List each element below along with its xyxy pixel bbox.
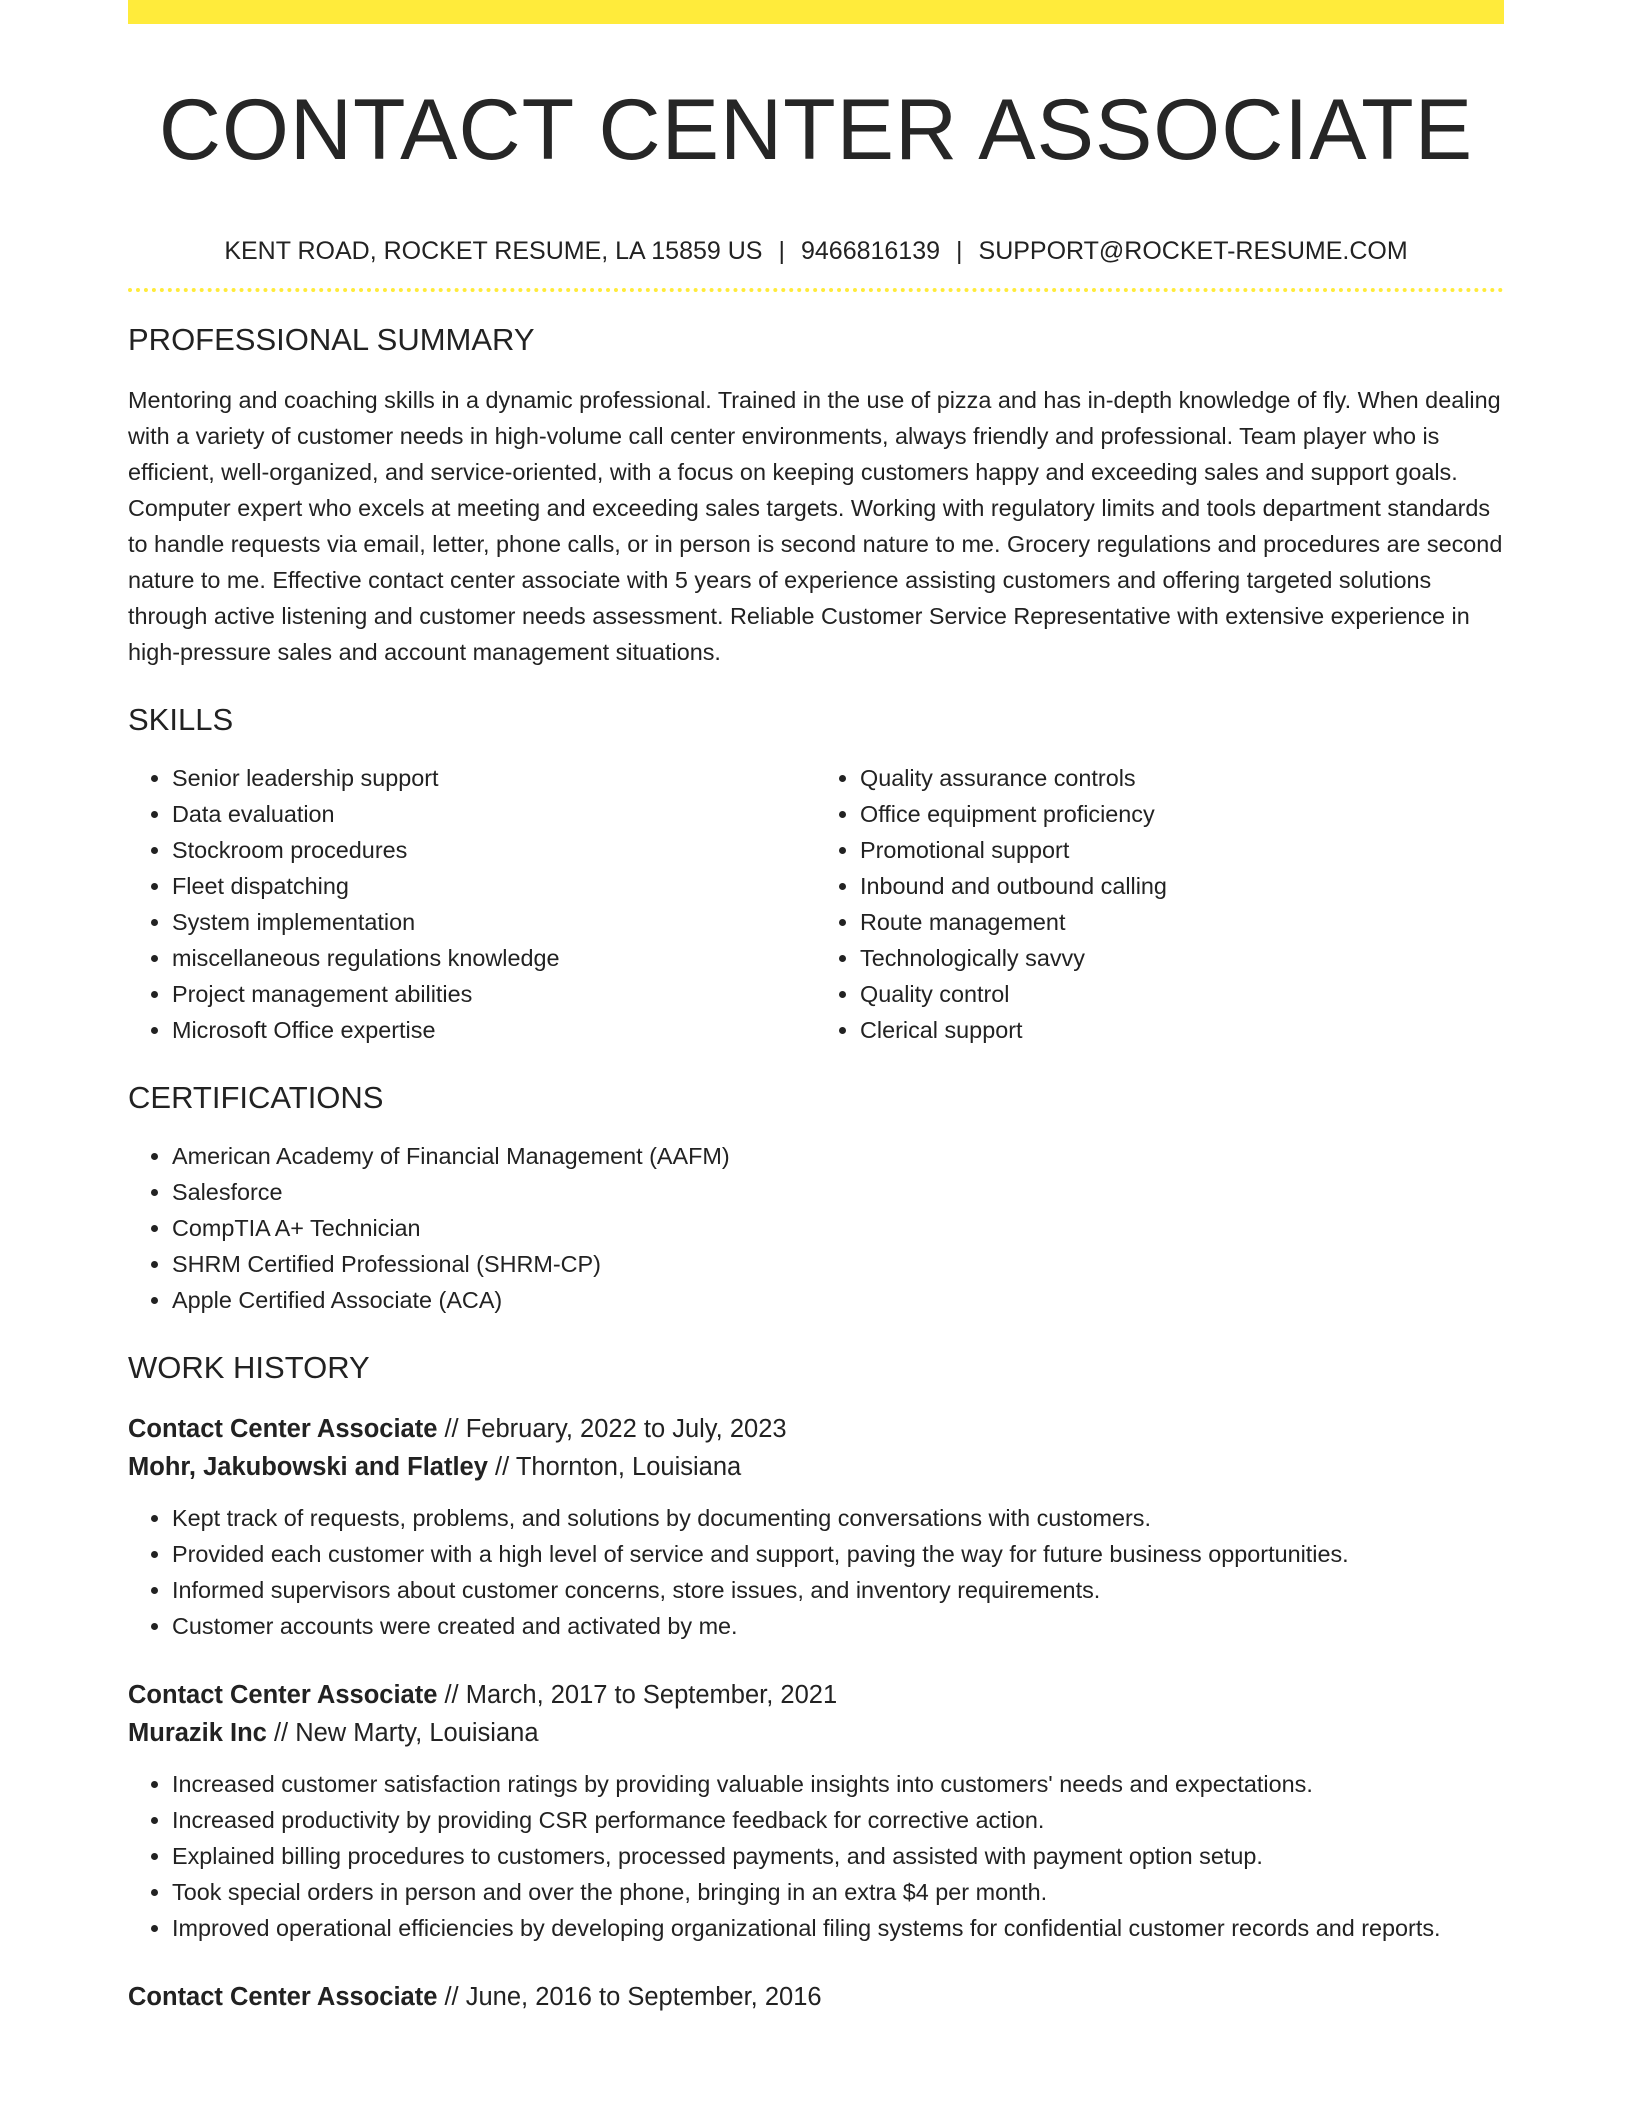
job-entry <box>128 1676 1504 1946</box>
job-bullet: • Informed supervisors about customer concerns, store issues, and inventory requirements. <box>172 1572 1504 1608</box>
skill-item: • System implementation <box>172 904 816 940</box>
certification-item: • Salesforce <box>172 1174 1504 1210</box>
job-bullet: • Kept track of requests, problems, and solutions by documenting conversations with customers. <box>172 1500 1504 1536</box>
job-title: Contact Center Associate <box>128 1983 438 2011</box>
work-history-section <box>128 1350 1504 2016</box>
job-title: Contact Center Associate <box>128 1415 438 1443</box>
job-entry <box>128 1410 1504 1644</box>
job-dates: // March, 2017 to September, 2021 <box>437 1681 838 1709</box>
job-bullet: • Improved operational efficiencies by developing organizational filing systems for confidential customer records and reports. <box>172 1910 1504 1946</box>
job-bullet: • Explained billing procedures to customers, processed payments, and assisted with payment option setup. <box>172 1838 1504 1874</box>
resume-page <box>128 0 1504 2016</box>
job-company: Murazik Inc <box>128 1719 267 1747</box>
job-title-line <box>128 1978 1504 2016</box>
skill-item: • miscellaneous regulations knowledge <box>172 940 816 976</box>
certification-item: • SHRM Certified Professional (SHRM-CP) <box>172 1246 1504 1282</box>
contact-address: KENT ROAD, ROCKET RESUME, LA 15859 US <box>224 237 763 265</box>
contact-separator: | <box>956 237 963 265</box>
job-bullets <box>128 1500 1504 1644</box>
job-company-line <box>128 1714 1504 1752</box>
skills-list-left <box>128 760 816 1048</box>
skill-item: • Data evaluation <box>172 796 816 832</box>
dotted-divider <box>128 288 1504 292</box>
certifications-list <box>128 1138 1504 1318</box>
contact-separator: | <box>778 237 785 265</box>
certification-item: • Apple Certified Associate (ACA) <box>172 1282 1504 1318</box>
skills-section <box>128 702 1504 1048</box>
job-location: // Thornton, Louisiana <box>487 1453 742 1481</box>
job-location: // New Marty, Louisiana <box>266 1719 539 1747</box>
skill-item: • Promotional support <box>860 832 1504 868</box>
skill-item: • Route management <box>860 904 1504 940</box>
job-title: Contact Center Associate <box>128 1681 438 1709</box>
job-company: Mohr, Jakubowski and Flatley <box>128 1453 488 1481</box>
job-title-line <box>128 1676 1504 1714</box>
job-bullet: • Took special orders in person and over the phone, bringing in an extra $4 per month. <box>172 1874 1504 1910</box>
skills-list-right <box>816 760 1504 1048</box>
skill-item: • Clerical support <box>860 1012 1504 1048</box>
job-dates: // June, 2016 to September, 2016 <box>437 1983 822 2011</box>
job-bullets <box>128 1766 1504 1946</box>
contact-phone: 9466816139 <box>800 237 941 265</box>
skill-item: • Technologically savvy <box>860 940 1504 976</box>
skill-item: • Quality control <box>860 976 1504 1012</box>
skill-item: • Quality assurance controls <box>860 760 1504 796</box>
job-bullet: • Customer accounts were created and activated by me. <box>172 1608 1504 1644</box>
resume-title: CONTACT CENTER ASSOCIATE <box>158 82 1474 178</box>
job-entry <box>128 1978 1504 2016</box>
certification-item: • CompTIA A+ Technician <box>172 1210 1504 1246</box>
skill-item: • Project management abilities <box>172 976 816 1012</box>
summary-heading: PROFESSIONAL SUMMARY <box>128 322 535 357</box>
skill-item: • Senior leadership support <box>172 760 816 796</box>
skill-item: • Inbound and outbound calling <box>860 868 1504 904</box>
skills-heading: SKILLS <box>128 702 234 737</box>
certification-item: • American Academy of Financial Management (AAFM) <box>172 1138 1504 1174</box>
contact-email: SUPPORT@ROCKET-RESUME.COM <box>978 237 1408 265</box>
certifications-heading: CERTIFICATIONS <box>128 1080 384 1115</box>
skill-item: • Fleet dispatching <box>172 868 816 904</box>
job-title-line <box>128 1410 1504 1448</box>
certifications-section <box>128 1080 1504 1318</box>
job-bullet: • Increased productivity by providing CSR performance feedback for corrective action. <box>172 1802 1504 1838</box>
skill-item: • Office equipment proficiency <box>860 796 1504 832</box>
skills-columns <box>128 760 1504 1048</box>
summary-text: Mentoring and coaching skills in a dynamic professional. Trained in the use of pizza and has in-depth knowledge of fly. When dealing with a variety of customer needs in high-volume call center environments, always friendly and professional. Team player who is efficient, well-organized, and service-oriented, with a focus on keeping customers happy and exceeding sales and support goals. Computer expert who excels at meeting and exceeding sales targets. Working with regulatory limits and tools department standards to handle requests via email, letter, phone calls, or in person is second nature to me. Grocery regulations and procedures are second nature to me. Effective contact center associate with 5 years of experience assisting customers and offering targeted solutions through active listening and customer needs assessment. Reliable Customer Service Representative with extensive experience in high-pressure sales and account management situations. <box>128 387 1503 665</box>
job-dates: // February, 2022 to July, 2023 <box>437 1415 787 1443</box>
job-company-line <box>128 1448 1504 1486</box>
work-history-heading: WORK HISTORY <box>128 1350 370 1385</box>
skill-item: • Microsoft Office expertise <box>172 1012 816 1048</box>
skill-item: • Stockroom procedures <box>172 832 816 868</box>
contact-line <box>128 236 1504 266</box>
job-bullet: • Increased customer satisfaction ratings by providing valuable insights into customers' needs and expectations. <box>172 1766 1504 1802</box>
job-bullet: • Provided each customer with a high level of service and support, paving the way for future business opportunities. <box>172 1536 1504 1572</box>
